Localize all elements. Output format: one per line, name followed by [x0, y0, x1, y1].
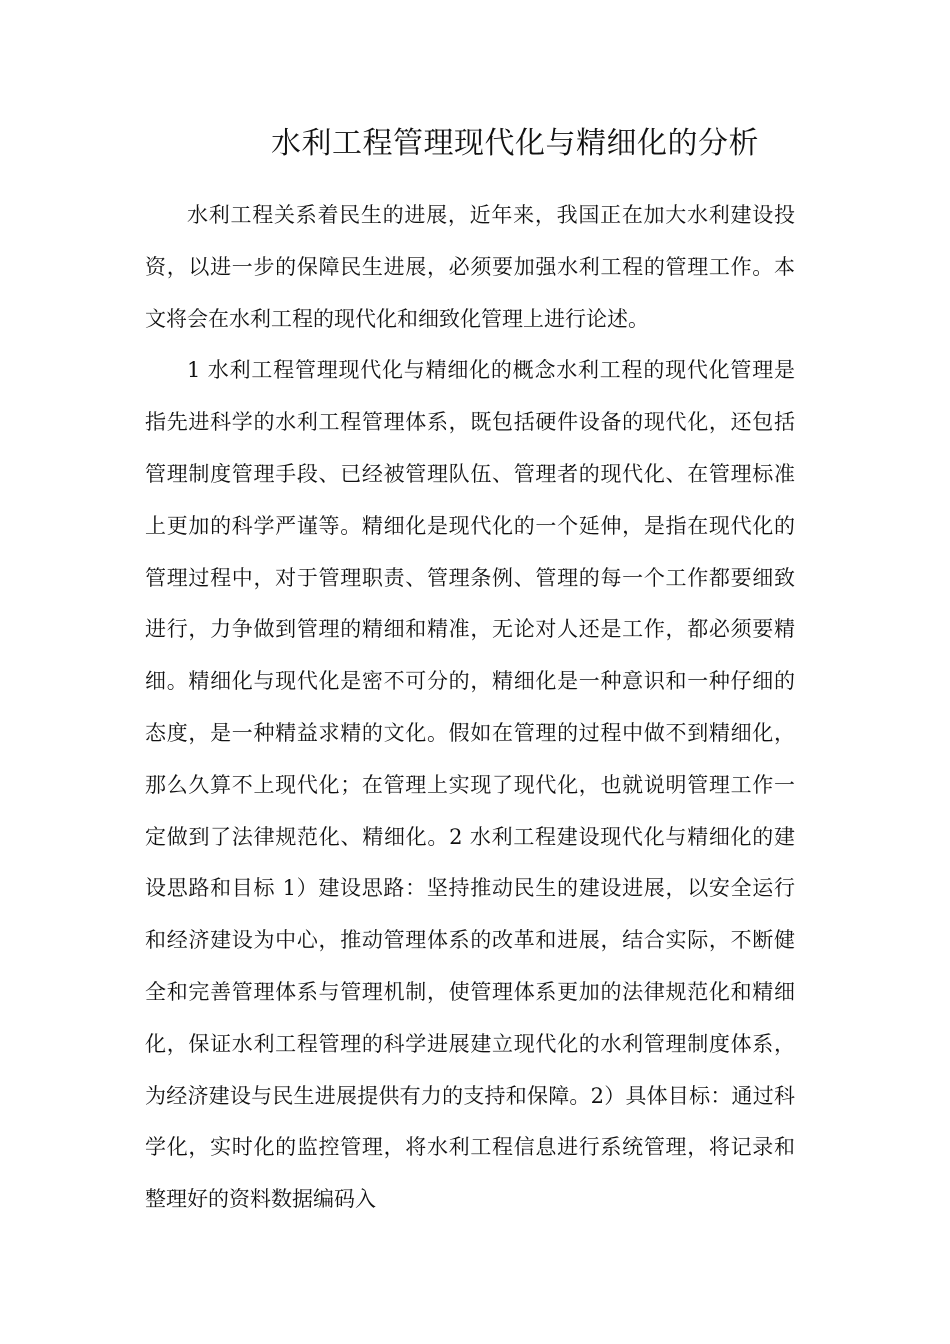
- paragraph-section-1: 1 水利工程管理现代化与精细化的概念水利工程的现代化管理是指先进科学的水利工程管理体系，既包括硬件设备的现代化，还包括管理制度管理手段、已经被管理队伍、管理者的现代化、在管理标准上更加的科学严谨等。精细化是现代化的一个延伸，是指在现代化的管理过程中，对于管理职责、管理条例、管理的每一个工作都要细致进行，力争做到管理的精细和精准，无论对人还是工作，都必须要精细。精细化与现代化是密不可分的，精细化是一种意识和一种仔细的态度，是一种精益求精的文化。假如在管理的过程中做不到精细化，那么久算不上现代化；在管理上实现了现代化，也就说明管理工作一定做到了法律规范化、精细化。2 水利工程建设现代化与精细化的建设思路和目标 1）建设思路：坚持推动民生的建设进展，以安全运行和经济建设为中心，推动管理体系的改革和进展，结合实际，不断健全和完善管理体系与管理机制，使管理体系更加的法律规范化和精细化，保证水利工程管理的科学进展建立现代化的水利管理制度体系，为经济建设与民生进展提供有力的支持和保障。2）具体目标：通过科学化，实时化的监控管理，将水利工程信息进行系统管理，将记录和整理好的资料数据编码入: [145, 358, 795, 1212]
- document-title: 水利工程管理现代化与精细化的分析: [271, 126, 759, 161]
- paragraph-intro: 水利工程关系着民生的进展，近年来，我国正在加大水利建设投资，以进一步的保障民生进展，必须要加强水利工程的管理工作。本文将会在水利工程的现代化和细致化管理上进行论述。: [145, 203, 795, 331]
- document-body: [145, 190, 795, 1226]
